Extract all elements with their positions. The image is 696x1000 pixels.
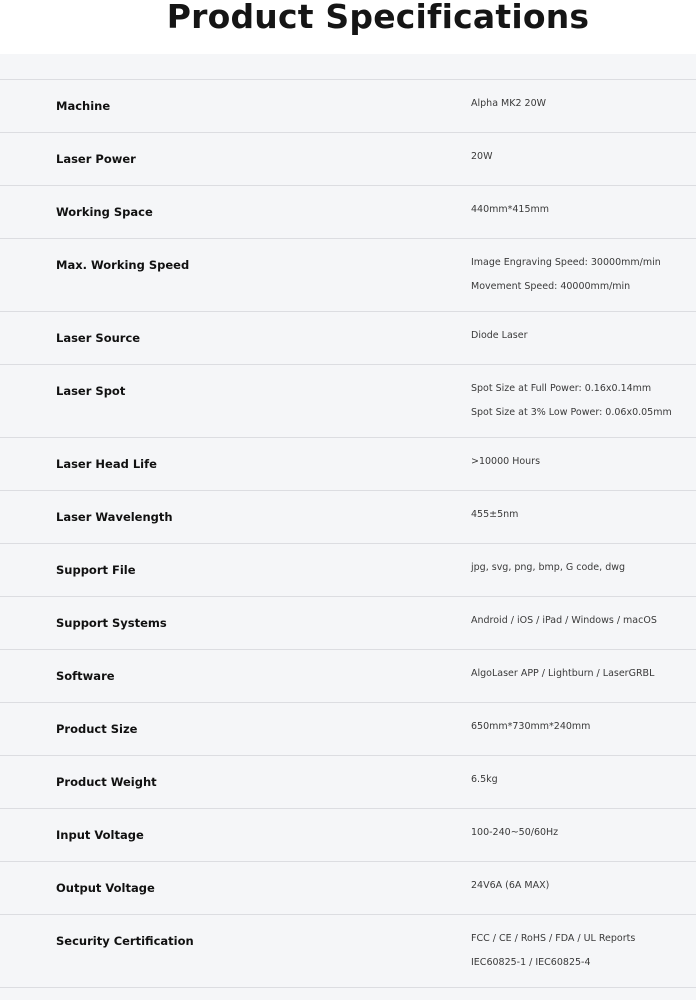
spec-row bbox=[0, 312, 696, 365]
spec-value-line: 650mm*730mm*240mm bbox=[471, 721, 591, 732]
spec-label: Support Systems bbox=[56, 616, 167, 630]
spec-row bbox=[0, 650, 696, 703]
spec-table bbox=[0, 79, 696, 988]
spec-value bbox=[471, 251, 661, 299]
spec-row bbox=[0, 703, 696, 756]
spec-label: Laser Wavelength bbox=[56, 510, 173, 524]
spec-row bbox=[0, 133, 696, 186]
spec-value bbox=[471, 145, 492, 169]
spec-value-line: 20W bbox=[471, 151, 493, 162]
page-title: Product Specifications bbox=[166, 0, 590, 36]
spec-value bbox=[471, 377, 672, 425]
spec-value bbox=[471, 450, 540, 474]
spec-value bbox=[471, 874, 549, 898]
spec-value-line: Spot Size at 3% Low Power: 0.06x0.05mm bbox=[471, 407, 672, 418]
spec-label: Product Size bbox=[56, 722, 138, 736]
spec-row bbox=[0, 80, 696, 133]
spec-row bbox=[0, 756, 696, 809]
spec-value-line: AlgoLaser APP / Lightburn / LaserGRBL bbox=[471, 668, 655, 679]
spec-label: Laser Power bbox=[56, 152, 136, 166]
spec-row bbox=[0, 915, 696, 988]
spec-value-line: IEC60825-1 / IEC60825-4 bbox=[471, 957, 591, 968]
spec-value-line: 455±5nm bbox=[471, 509, 519, 520]
spec-row bbox=[0, 438, 696, 491]
spec-label: Support File bbox=[56, 563, 136, 577]
spec-value bbox=[471, 324, 527, 348]
spec-label: Laser Head Life bbox=[56, 457, 157, 471]
spec-label: Max. Working Speed bbox=[56, 258, 190, 272]
spec-value-line: jpg, svg, png, bmp, G code, dwg bbox=[471, 562, 626, 573]
spec-value-line: Diode Laser bbox=[471, 330, 528, 341]
spec-value bbox=[471, 715, 590, 739]
spec-value bbox=[471, 609, 657, 633]
spec-value-line: Image Engraving Speed: 30000mm/min bbox=[471, 257, 661, 268]
spec-value-line: 24V6A (6A MAX) bbox=[471, 880, 550, 891]
spec-label: Working Space bbox=[56, 205, 153, 219]
spec-row bbox=[0, 862, 696, 915]
spec-row bbox=[0, 809, 696, 862]
spec-label: Laser Spot bbox=[56, 384, 126, 398]
spec-value-line: Alpha MK2 20W bbox=[471, 98, 547, 109]
spec-value bbox=[471, 556, 625, 580]
spec-value-line: >10000 Hours bbox=[471, 456, 541, 467]
spec-label: Input Voltage bbox=[56, 828, 144, 842]
spec-row bbox=[0, 365, 696, 438]
spec-value bbox=[471, 198, 549, 222]
spec-label: Product Weight bbox=[56, 775, 157, 789]
spec-row bbox=[0, 186, 696, 239]
spec-value-line: Movement Speed: 40000mm/min bbox=[471, 281, 631, 292]
spec-row bbox=[0, 491, 696, 544]
spec-value bbox=[471, 927, 635, 975]
spec-value-line: Spot Size at Full Power: 0.16x0.14mm bbox=[471, 383, 652, 394]
spec-value-line: 440mm*415mm bbox=[471, 204, 550, 215]
spec-value-line: 6.5kg bbox=[471, 774, 498, 785]
spec-row bbox=[0, 597, 696, 650]
spec-value bbox=[471, 92, 546, 116]
spec-label: Security Certification bbox=[56, 934, 194, 948]
spec-value-line: FCC / CE / RoHS / FDA / UL Reports bbox=[471, 933, 636, 944]
spec-value bbox=[471, 768, 498, 792]
spec-value bbox=[471, 503, 518, 527]
spec-row bbox=[0, 239, 696, 312]
spec-label: Software bbox=[56, 669, 115, 683]
spec-value bbox=[471, 662, 654, 686]
spec-value-line: 100-240~50/60Hz bbox=[471, 827, 559, 838]
spec-label: Machine bbox=[56, 99, 111, 113]
spec-row bbox=[0, 544, 696, 597]
header bbox=[0, 0, 696, 54]
spec-value bbox=[471, 821, 558, 845]
spec-value-line: Android / iOS / iPad / Windows / macOS bbox=[471, 615, 657, 626]
spec-label: Output Voltage bbox=[56, 881, 155, 895]
spec-label: Laser Source bbox=[56, 331, 141, 345]
